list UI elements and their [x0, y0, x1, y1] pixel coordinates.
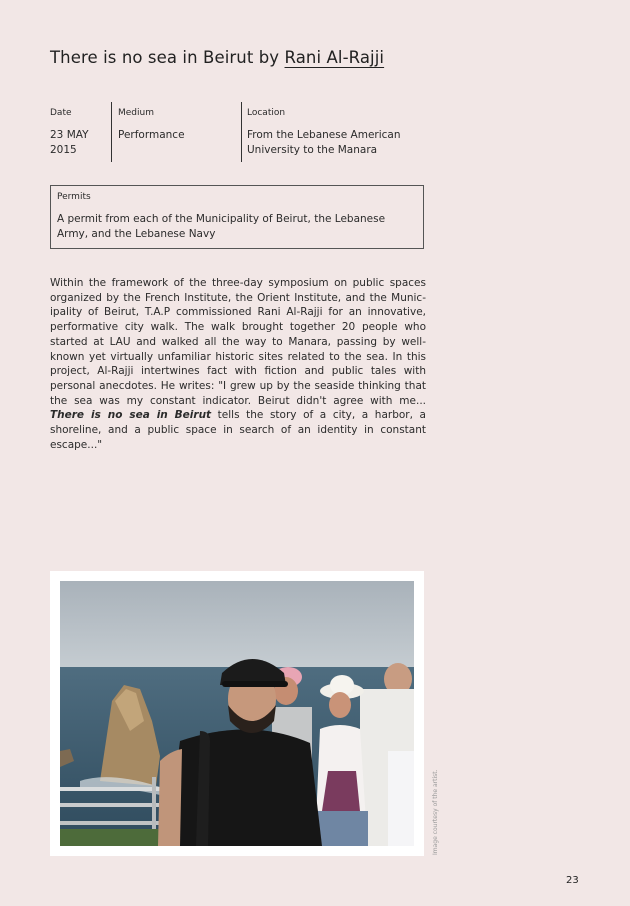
medium-label: Medium [118, 108, 154, 118]
location-value [247, 128, 437, 157]
location-column [241, 102, 437, 162]
medium-value: Performance [118, 129, 185, 141]
description-work-title: There is no sea in Beirut [50, 409, 212, 422]
metadata-table [50, 102, 430, 162]
location-value-line2: University to the Manara [247, 143, 378, 156]
description-part-1: Within the framework of the three-day symposium on public spaces organized by the French Institute, the Orient Institute, and the Munic-ipality of Beirut, T.A.P commissioned Rani Al-Rajji for an innovative, performative city walk. The walk brought together 20 people who started at LAU and walked all the way to Manara, passing by well-known yet virtually unfamiliar historic sites related to the sea. In this project, Al-Rajji intertwines fact with fiction and public tales with personal anecdotes. He writes: "I grew up by the seaside thinking that the sea was my constant indicator. Beirut didn't agree with me... [50, 277, 426, 407]
date-value-line2: 2015 [50, 143, 77, 156]
permits-box [50, 185, 424, 249]
page-number: 23 [566, 875, 579, 886]
date-value-line1: 23 MAY [50, 129, 89, 141]
date-value [50, 128, 110, 157]
photo-credit: Image courtesy of the artist. [432, 769, 439, 855]
page-title [50, 48, 384, 67]
description-paragraph [50, 276, 426, 452]
photo-frame [50, 571, 424, 856]
artist-name: Rani Al-Rajji [284, 48, 385, 67]
description-part-2: tells the story of a city, a harbor, a shoreline, and a public space in search of an identity in constant escape..." [50, 409, 426, 451]
location-value-line1: From the Lebanese American [247, 129, 401, 141]
date-label: Date [50, 108, 72, 118]
date-column [50, 102, 110, 162]
permits-value: A permit from each of the Municipality of Beirut, the Lebanese Army, and the Lebanese Navy [57, 213, 386, 240]
performance-photo [60, 581, 414, 846]
location-label: Location [247, 108, 286, 118]
medium-column [111, 102, 246, 162]
permits-label: Permits [57, 192, 91, 202]
title-prefix: There is no sea in Beirut by [50, 48, 285, 67]
